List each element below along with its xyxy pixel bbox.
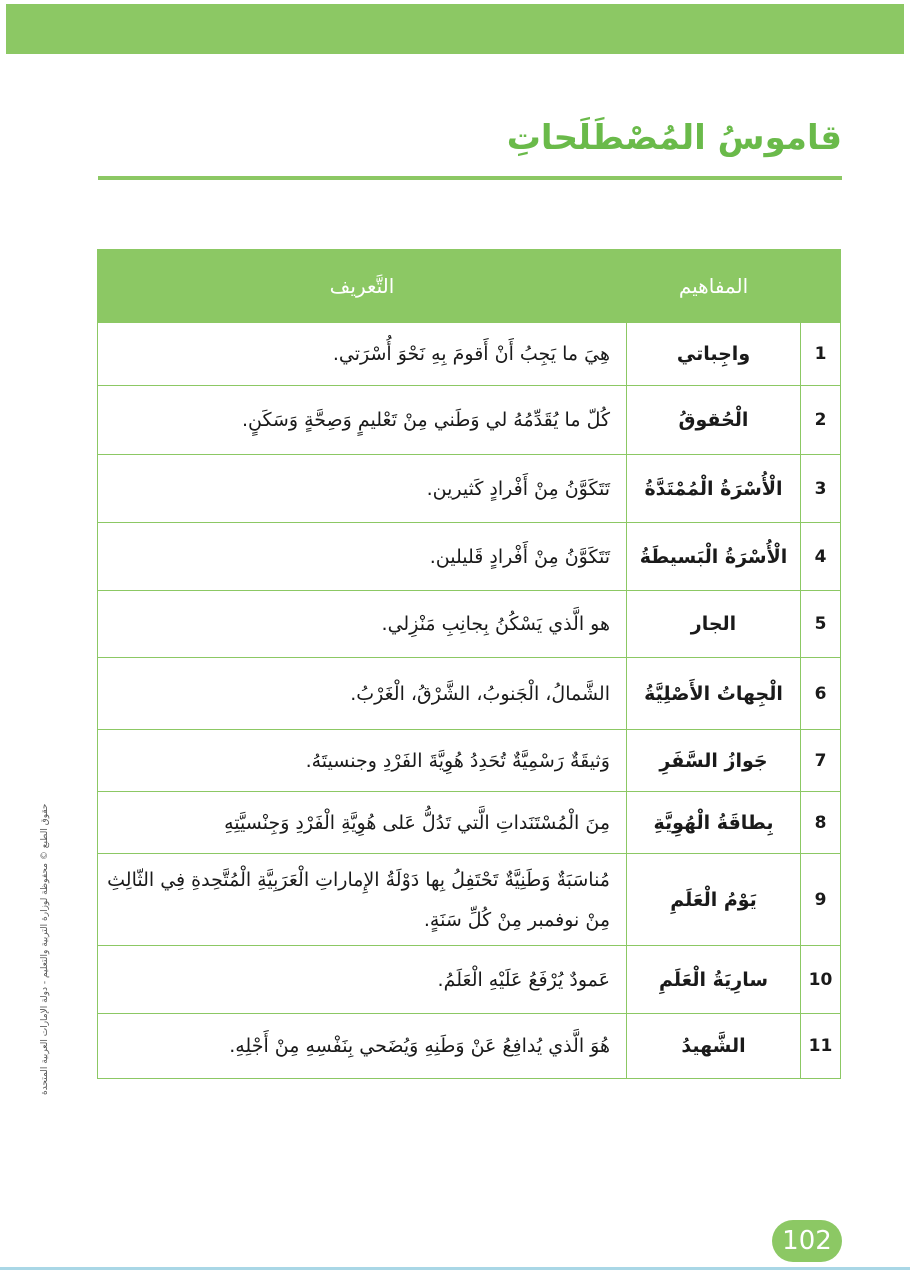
definition-cell: الشَّمالُ، الْجَنوبُ، الشَّرْقُ، الْغَرْبُ. — [98, 658, 627, 730]
definition-cell: وَثيقَةٌ رَسْمِيَّةٌ تُحَدِدُ هُوِيَّةَ الفَرْدِ وجنسيتَهُ. — [98, 730, 627, 792]
term-cell: الْأُسْرَةُ الْبَسيطَةُ — [627, 523, 801, 591]
row-number: 9 — [801, 854, 841, 946]
term-cell: جَوازُ السَّفَرِ — [627, 730, 801, 792]
number-column-header — [801, 250, 841, 323]
term-cell: الْأُسْرَةُ الْمُمْتَدَّةُ — [627, 455, 801, 523]
table-row — [98, 591, 841, 658]
term-cell: بِطاقَةُ الْهُوِيَّةِ — [627, 792, 801, 854]
definition-cell: تَتَكَوَّنُ مِنْ أَفْرادٍ قَليلين. — [98, 523, 627, 591]
table-row — [98, 658, 841, 730]
table-row — [98, 946, 841, 1014]
row-number: 3 — [801, 455, 841, 523]
definition-cell: عَمودٌ يُرْفَعُ عَلَيْهِ الْعَلَمُ. — [98, 946, 627, 1014]
copyright-note: حقوق الطبع © محفوظة لوزارة التربية والتعليم - دولة الإمارات العربية المتحدة — [40, 803, 50, 1095]
term-cell: واجِباتي — [627, 323, 801, 386]
row-number: 10 — [801, 946, 841, 1014]
page-number-badge: 102 — [772, 1220, 842, 1262]
row-number: 5 — [801, 591, 841, 658]
table-row — [98, 523, 841, 591]
definition-cell: كُلّ ما يُقَدِّمُهُ لي وَطَني مِنْ تَعْليمٍ وَصِحَّةٍ وَسَكَنٍ. — [98, 386, 627, 455]
table-row — [98, 386, 841, 455]
table-row — [98, 455, 841, 523]
table-row — [98, 1014, 841, 1079]
row-number: 8 — [801, 792, 841, 854]
row-number: 11 — [801, 1014, 841, 1079]
table-row — [98, 730, 841, 792]
term-cell: سارِيَةُ الْعَلَمِ — [627, 946, 801, 1014]
title-underline — [98, 176, 842, 180]
glossary-table — [97, 249, 841, 1079]
top-color-band — [6, 4, 904, 54]
term-cell: الجار — [627, 591, 801, 658]
definition-cell: هُوَ الَّذي يُدافِعُ عَنْ وَطَنِهِ وَيُضَحي بِنَفْسِهِ مِنْ أَجْلِهِ. — [98, 1014, 627, 1079]
definition-cell: هو الَّذي يَسْكُنُ بِجانِبِ مَنْزِلي. — [98, 591, 627, 658]
table-row — [98, 854, 841, 946]
page-title: قاموسُ المُصْطَلَحاتِ — [506, 118, 842, 158]
row-number: 6 — [801, 658, 841, 730]
table-header-row — [98, 250, 841, 323]
definition-cell: هِيَ ما يَجِبُ أَنْ أَقومَ بِهِ نَحْوَ أُسْرَتي. — [98, 323, 627, 386]
row-number: 1 — [801, 323, 841, 386]
definition-column-header: التَّعريف — [98, 250, 627, 323]
term-cell: الشَّهيدُ — [627, 1014, 801, 1079]
definition-cell: مِنَ الْمُسْتَنَداتِ الَّتي تَدُلُّ عَلى هُوِيَّةِ الْفَرْدِ وَجِنْسيَّتِهِ — [98, 792, 627, 854]
row-number: 2 — [801, 386, 841, 455]
terms-column-header: المفاهيم — [627, 250, 801, 323]
table-row — [98, 323, 841, 386]
table-row — [98, 792, 841, 854]
row-number: 4 — [801, 523, 841, 591]
term-cell: يَوْمُ الْعَلَمِ — [627, 854, 801, 946]
bottom-rule — [0, 1267, 910, 1270]
term-cell: الْجِهاتُ الأَصْلِيَّةُ — [627, 658, 801, 730]
row-number: 7 — [801, 730, 841, 792]
term-cell: الْحُقوقُ — [627, 386, 801, 455]
definition-cell: مُناسَبَةٌ وَطَنِيَّةٌ تَحْتَفِلُ بِها دَوْلَةُ الإِماراتِ الْعَرَبِيَّةِ الْمُتَّحِدةِ فِي الثّالِثِ مِنْ نوفمبر مِنْ كُلِّ سَنَةٍ. — [98, 854, 627, 946]
definition-cell: تَتَكَوَّنُ مِنْ أَفْرادٍ كَثيرين. — [98, 455, 627, 523]
